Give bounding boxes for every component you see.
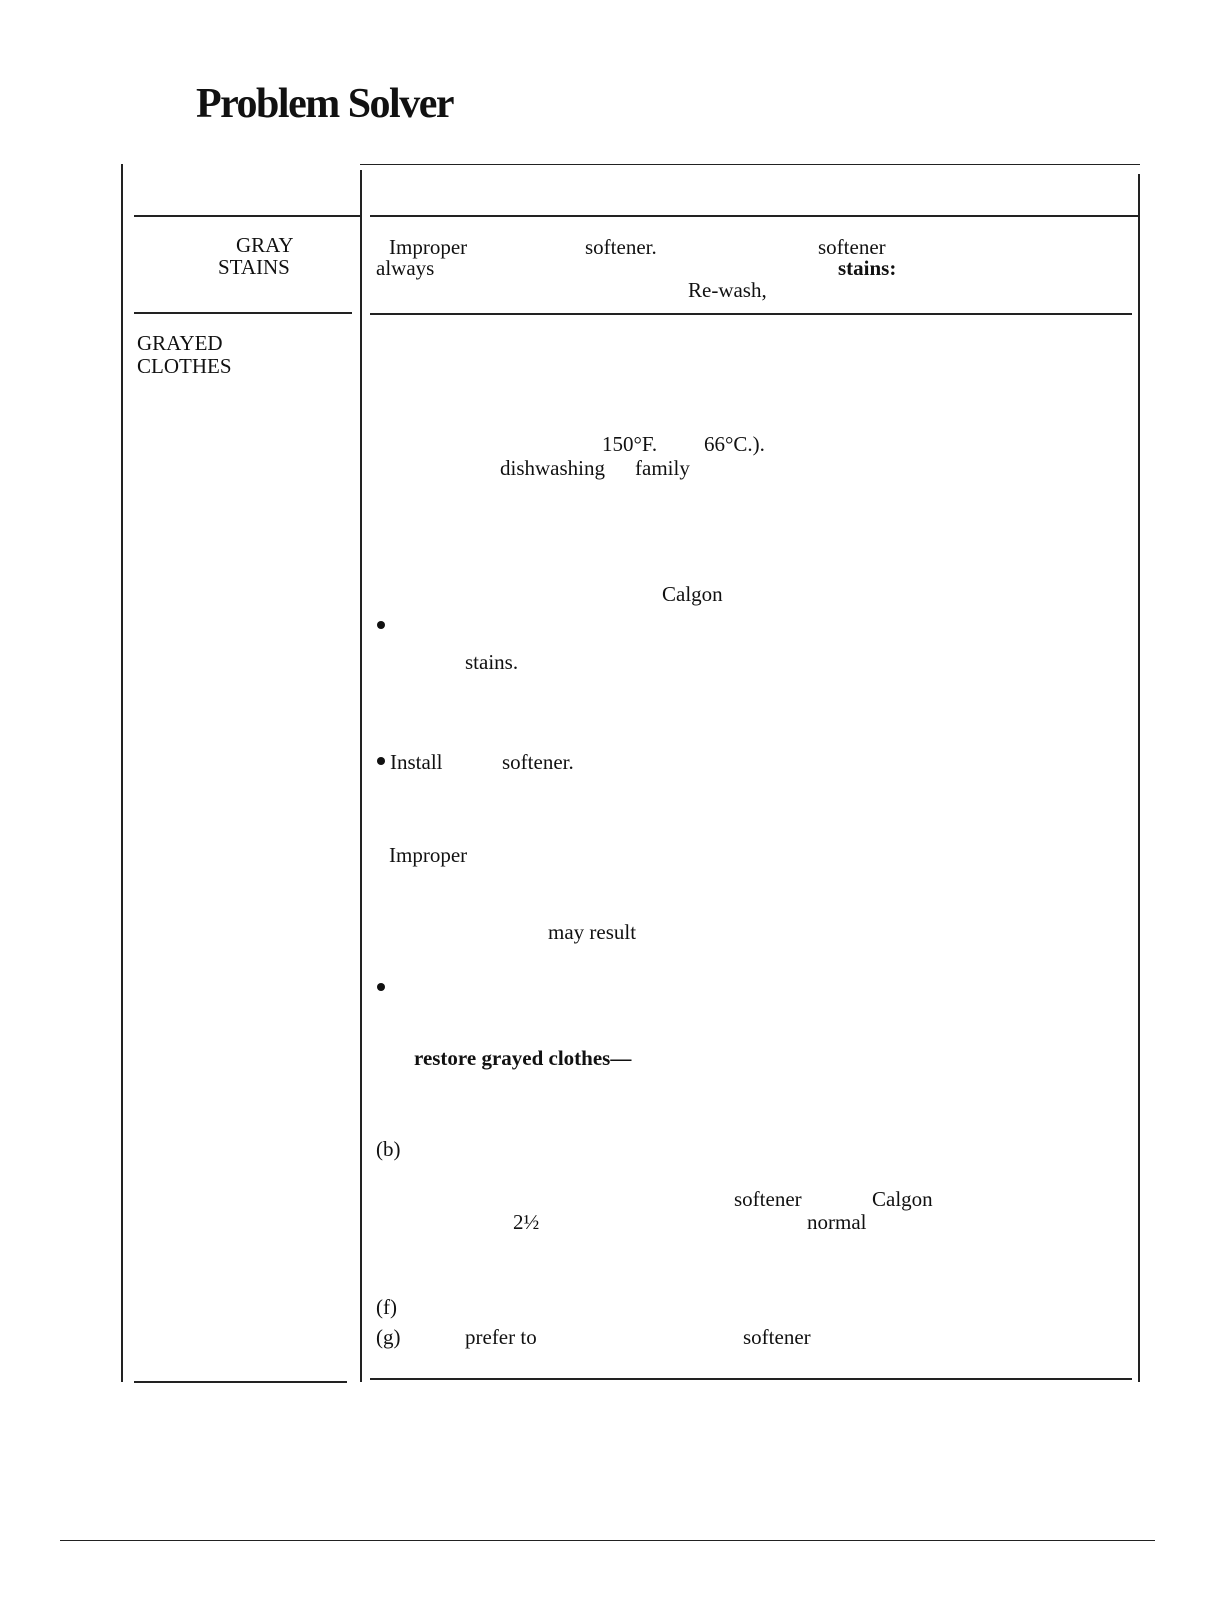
grayed-text: softener: [734, 1187, 802, 1211]
gray-stains-text: stains:: [838, 256, 897, 280]
grayed-text-heading: restore grayed clothes—: [414, 1046, 632, 1070]
footer-rule: [60, 1540, 1155, 1541]
gray-stains-text: softener: [818, 235, 886, 259]
gray-stains-text: Re-wash,: [688, 278, 767, 302]
header-rule-left: [134, 215, 360, 217]
table-right-border: [1138, 174, 1140, 1382]
grayed-text: dishwashing: [500, 456, 605, 480]
problem-grayed-clothes-line1: GRAYED: [137, 331, 223, 355]
row2-rule-left: [134, 1381, 347, 1383]
grayed-text: 150°F.: [602, 432, 658, 456]
grayed-text: prefer to: [465, 1325, 537, 1349]
grayed-text: Calgon: [662, 582, 723, 606]
grayed-text: softener: [743, 1325, 811, 1349]
grayed-text: 66°C.).: [704, 432, 765, 456]
header-rule-right: [370, 215, 1138, 217]
bullet: [377, 757, 385, 765]
grayed-text: Install: [390, 750, 443, 774]
row1-rule-right: [370, 313, 1132, 315]
grayed-text: may result: [548, 920, 637, 944]
bullet: [377, 621, 385, 629]
gray-stains-text: always: [376, 256, 435, 280]
grayed-text: (f): [376, 1295, 397, 1319]
row2-rule-right: [370, 1378, 1132, 1380]
problem-grayed-clothes-line2: CLOTHES: [137, 354, 232, 378]
gray-stains-text: Improper: [389, 235, 468, 259]
table-column-divider: [360, 170, 362, 1382]
grayed-text: stains.: [465, 650, 519, 674]
grayed-text: family: [635, 456, 690, 480]
grayed-text: Calgon: [872, 1187, 933, 1211]
table-top-border: [360, 164, 1140, 165]
table-left-border: [121, 164, 123, 1382]
grayed-text: (b): [376, 1137, 401, 1161]
grayed-text: 2½: [513, 1210, 540, 1234]
problem-gray-stains-line2: STAINS: [218, 255, 290, 279]
page-title: Problem Solver: [196, 81, 454, 127]
grayed-text: normal: [807, 1210, 867, 1234]
gray-stains-text: softener.: [585, 235, 657, 259]
row1-rule-left: [134, 312, 352, 314]
grayed-text: softener.: [502, 750, 574, 774]
bullet: [377, 983, 385, 991]
grayed-text: Improper: [389, 843, 468, 867]
problem-gray-stains-line1: GRAY: [236, 233, 294, 257]
grayed-text: (g): [376, 1325, 401, 1349]
